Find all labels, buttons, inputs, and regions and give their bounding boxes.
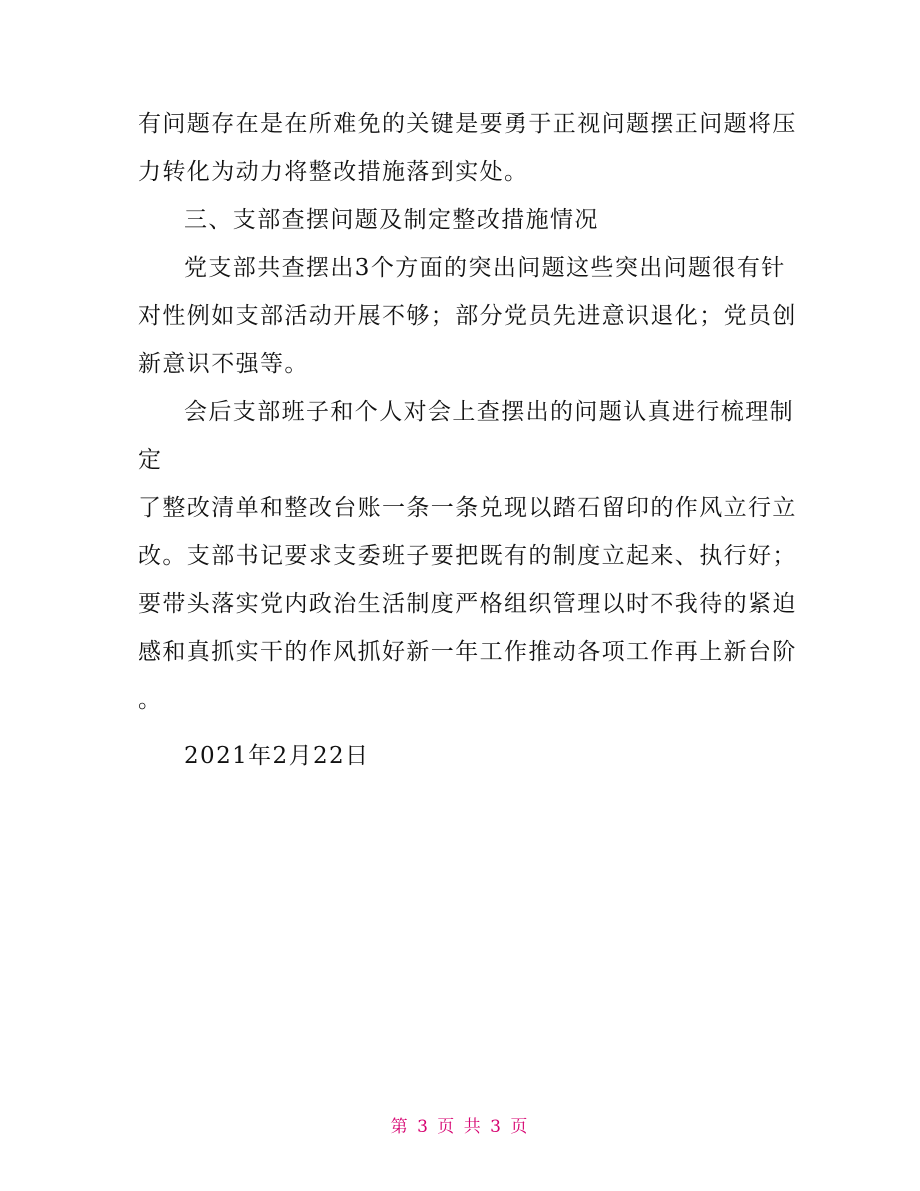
- text-line: 要带头落实党内政治生活制度严格组织管理以时不我待的紧迫: [138, 591, 797, 617]
- page-number-footer: 第 3 页 共 3 页: [390, 1117, 530, 1137]
- paragraph-rectification: [138, 484, 797, 724]
- paragraph-after-meeting: [138, 388, 794, 484]
- text-line: 有问题存在是在所难免的关键是要勇于正视问题摆正问题将压: [138, 111, 797, 137]
- text-line: 力转化为动力将整改措施落到实处。: [138, 159, 529, 185]
- text-line: 了整改清单和整改台账一条一条兑现以踏石留印的作风立行立: [138, 495, 797, 521]
- paragraph-continuation: [138, 100, 797, 196]
- document-date: 2021年2月22日: [184, 743, 370, 769]
- text-line: 。: [138, 687, 163, 713]
- text-line: 会后支部班子和个人对会上查摆出的问题认真进行梳理制: [184, 399, 794, 425]
- document-body: [138, 100, 797, 780]
- text-line: 党支部共查摆出3个方面的突出问题这些突出问题很有针: [184, 255, 786, 281]
- text-line: 感和真抓实干的作风抓好新一年工作推动各项工作再上新台阶: [138, 639, 797, 665]
- text-line: 对性例如支部活动开展不够；部分党员先进意识退化；党员创: [138, 303, 797, 329]
- text-line: 改。支部书记要求支委班子要把既有的制度立起来、执行好；: [138, 543, 797, 569]
- text-line: 新意识不强等。: [138, 351, 309, 377]
- text-line: 定: [138, 447, 163, 473]
- paragraph-problems: [138, 244, 797, 388]
- section-heading: 三、支部查摆问题及制定整改措施情况: [184, 207, 599, 233]
